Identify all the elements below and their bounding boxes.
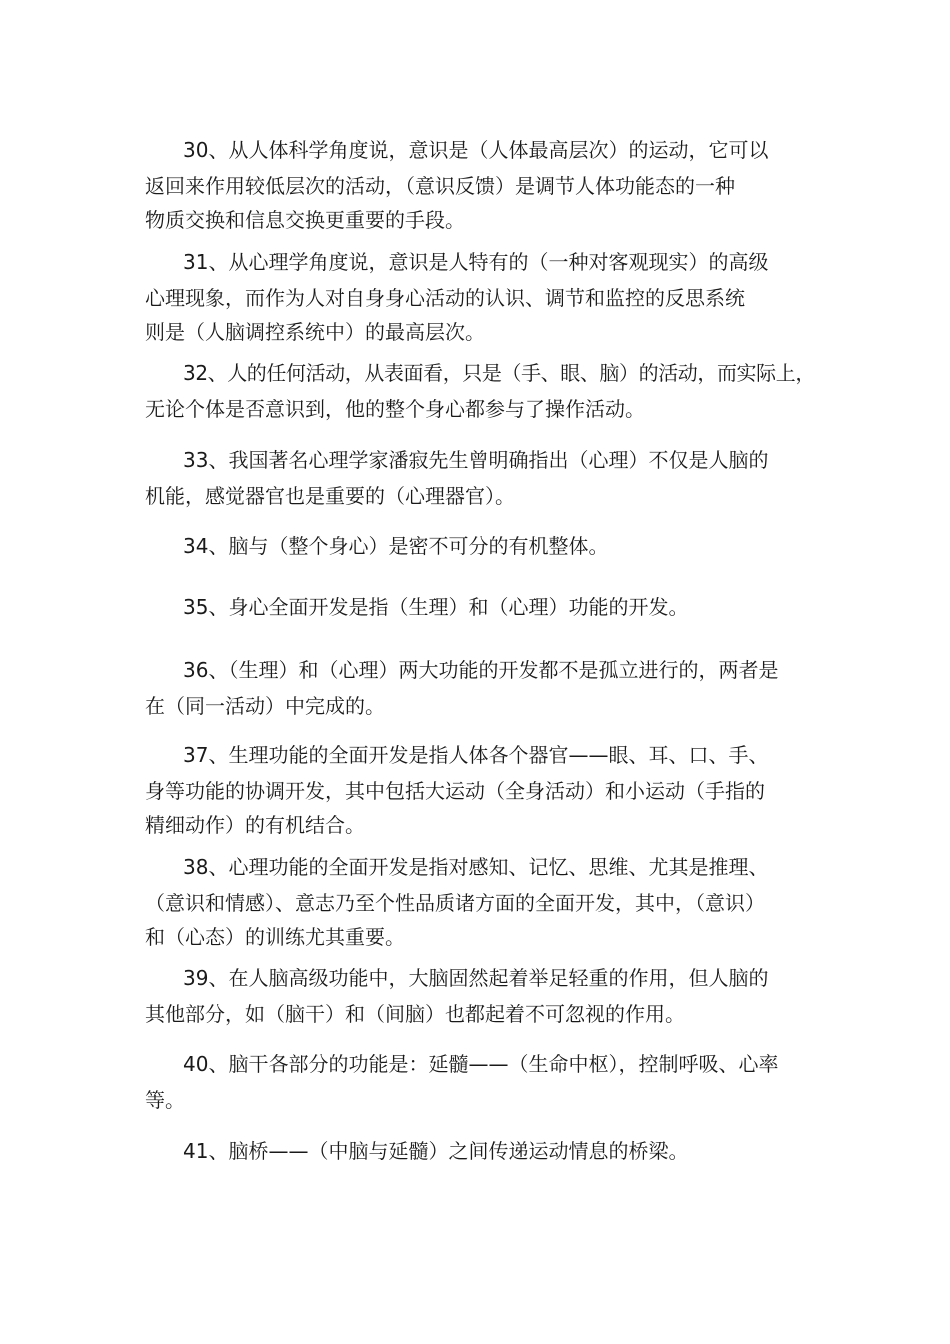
item-38-line-3: 和（心态）的训练尤其重要。 <box>145 925 405 949</box>
item-31-line-1: 31、从心理学角度说，意识是人特有的（一种对客观现实）的高级 <box>183 250 769 274</box>
item-31-line-2: 心理现象，而作为人对自身身心活动的认识、调节和监控的反思系统 <box>145 286 745 310</box>
item-30 <box>145 132 815 236</box>
item-31-line-3: 则是（人脑调控系统中）的最高层次。 <box>145 320 485 344</box>
item-37-line-3: 精细动作）的有机结合。 <box>145 813 365 837</box>
item-38-line-2: （意识和情感）、意志乃至个性品质诸方面的全面开发，其中，（意识） <box>145 891 765 915</box>
item-35-line-1: 35、身心全面开发是指（生理）和（心理）功能的开发。 <box>183 595 689 619</box>
item-40 <box>145 1046 815 1118</box>
item-32-line-1: 32、人的任何活动，从表面看，只是（手、眼、脑）的活动，而实际上， <box>183 361 815 385</box>
item-32 <box>145 355 815 427</box>
item-34-line-1: 34、脑与（整个身心）是密不可分的有机整体。 <box>183 534 609 558</box>
item-33-line-2: 机能，感觉器官也是重要的（心理器官）。 <box>145 484 515 508</box>
item-36-line-2: 在（同一活动）中完成的。 <box>145 694 385 718</box>
item-41-line-1: 41、脑桥——（中脑与延髓）之间传递运动情息的桥梁。 <box>183 1139 689 1163</box>
item-32-line-2: 无论个体是否意识到，他的整个身心都参与了操作活动。 <box>145 397 645 421</box>
item-30-line-3: 物质交换和信息交换更重要的手段。 <box>145 208 465 232</box>
item-36 <box>145 652 815 724</box>
item-39-line-1: 39、在人脑高级功能中，大脑固然起着举足轻重的作用，但人脑的 <box>183 966 769 990</box>
item-39 <box>145 960 815 1032</box>
item-30-line-1: 30、从人体科学角度说，意识是（人体最高层次）的运动，它可以 <box>183 138 769 162</box>
item-37 <box>145 737 815 841</box>
item-37-line-2: 身等功能的协调开发，其中包括大运动（全身活动）和小运动（手指的 <box>145 779 765 803</box>
item-30-line-2: 返回来作用较低层次的活动，（意识反馈）是调节人体功能态的一种 <box>145 174 735 198</box>
item-33 <box>145 442 815 514</box>
item-38-line-1: 38、心理功能的全面开发是指对感知、记忆、思维、尤其是推理、 <box>183 855 769 879</box>
item-34 <box>145 528 815 564</box>
item-38 <box>145 849 815 953</box>
item-39-line-2: 其他部分，如（脑干）和（间脑）也都起着不可忽视的作用。 <box>145 1002 685 1026</box>
item-33-line-1: 33、我国著名心理学家潘寂先生曾明确指出（心理）不仅是人脑的 <box>183 448 769 472</box>
item-36-line-1: 36、（生理）和（心理）两大功能的开发都不是孤立进行的，两者是 <box>183 658 779 682</box>
item-41 <box>145 1133 815 1169</box>
item-37-line-1: 37、生理功能的全面开发是指人体各个器官——眼、耳、口、手、 <box>183 743 769 767</box>
item-40-line-2: 等。 <box>145 1088 185 1112</box>
item-31 <box>145 244 815 348</box>
item-40-line-1: 40、脑干各部分的功能是：延髓——（生命中枢），控制呼吸、心率 <box>183 1052 779 1076</box>
item-35 <box>145 589 815 625</box>
